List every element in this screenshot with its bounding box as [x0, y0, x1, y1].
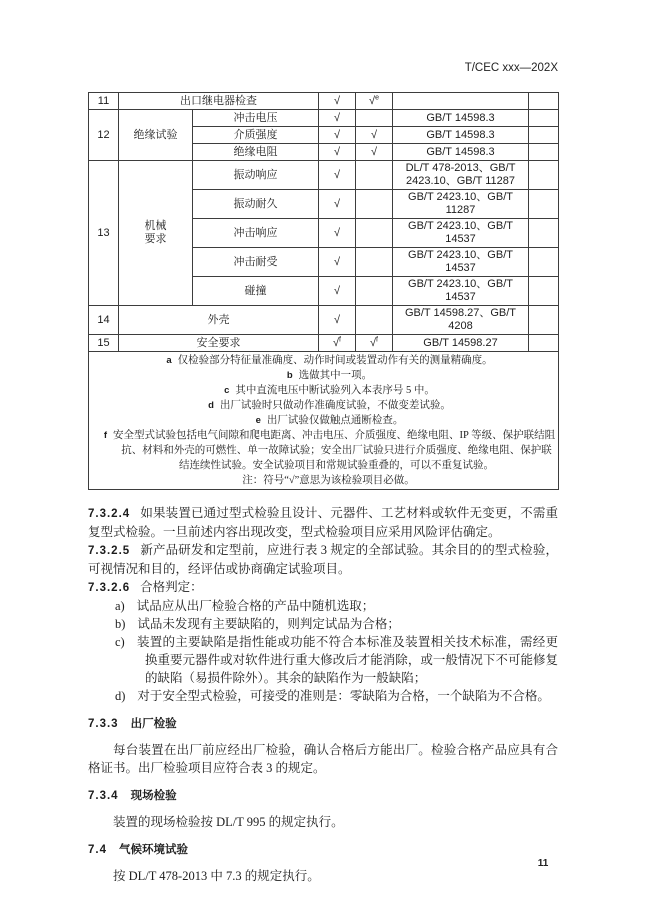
- factory-check-cell: √: [356, 144, 393, 161]
- clause-7-3-2-4: 7.3.2.4 如果装置已通过型式检验且设计、元器件、工艺材料或软件无变更，不需重复型式检验。一旦前述内容出现改变，型式检验项目应采用风险评估确定。: [88, 506, 558, 539]
- item-cell: 冲击电压: [193, 110, 319, 127]
- footnote-ref-f: f: [376, 335, 378, 343]
- footnote-ref-f: f: [339, 335, 341, 343]
- footnote-e: e 出厂试验仅做触点通断检查。: [255, 415, 404, 426]
- list-item-b: b) 试品未发现有主要缺陷的，则判定试品为合格；: [115, 617, 400, 631]
- standard-cell: GB/T 14598.3: [393, 144, 529, 161]
- empty-cell: [529, 93, 559, 110]
- type-check-cell: √: [319, 93, 356, 110]
- factory-check-cell: √$^f$: [356, 335, 393, 352]
- heading-7-3-4: 7.3.4 现场检验: [88, 790, 177, 802]
- type-check-cell: √: [319, 127, 356, 144]
- page-content: [88, 62, 558, 885]
- footnotes-cell: [89, 352, 559, 490]
- factory-check-cell: √: [356, 127, 393, 144]
- category-cell: 机械 要求: [119, 161, 193, 306]
- type-check-cell: √: [319, 144, 356, 161]
- row-number-cell: 14: [89, 306, 119, 335]
- type-check-cell: √: [319, 190, 356, 219]
- item-cell: 绝缘电阻: [193, 144, 319, 161]
- factory-check-cell: [356, 161, 393, 190]
- standard-cell: GB/T 2423.10、GB/T 14537: [393, 219, 529, 248]
- footnote-f: f 安全型式试验包括电气间隙和爬电距离、冲击电压、介质强度、绝缘电阻、IP 等级、保护联结阻抗、材料和外壳的可燃性、单一故障试验；安全出厂试验只进行介质强度、绝缘电阻、保护联结连续性试验。安全试验项目和常规试验重叠的，可以不重复试验。: [103, 430, 556, 471]
- table-row-12-1: [89, 110, 559, 127]
- type-check-cell: √$^f$: [319, 335, 356, 352]
- footnote-b: b 选做其中一项。: [286, 370, 373, 381]
- type-check-cell: √: [319, 161, 356, 190]
- factory-check-cell: [356, 306, 393, 335]
- factory-check-cell: [356, 110, 393, 127]
- row-number-cell: 15: [89, 335, 119, 352]
- footnote-a: a 仅检验部分特征量准确度、动作时间或装置动作有关的测量精确度。: [166, 355, 493, 366]
- page-number: 11: [537, 858, 549, 869]
- para-7-4: 按 DL/T 478-2013 中 7.3 的规定执行。: [113, 869, 320, 883]
- row-number-cell: 13: [89, 161, 119, 306]
- doc-number-header: T/CEC xxx—202X: [464, 62, 558, 74]
- standard-cell: GB/T 14598.3: [393, 127, 529, 144]
- empty-cell: [529, 277, 559, 306]
- body-text: [88, 504, 558, 885]
- para-7-3-3: 每台装置在出厂前应经出厂检验，确认合格后方能出厂。检验合格产品应具有合格证书。出厂检验项目应符合表 3 的规定。: [88, 743, 558, 775]
- item-cell: 冲击响应: [193, 219, 319, 248]
- row-number-cell: 12: [89, 110, 119, 161]
- standard-cell: GB/T 14598.3: [393, 110, 529, 127]
- empty-cell: [529, 219, 559, 248]
- factory-check-cell: √$^e$: [356, 93, 393, 110]
- factory-check-cell: [356, 277, 393, 306]
- standard-cell: GB/T 2423.10、GB/T 14537: [393, 248, 529, 277]
- list-item-d: d) 对于安全型式检验，可接受的准则是：零缺陷为合格，一个缺陷为不合格。: [115, 689, 550, 703]
- standard-cell: DL/T 478-2013、GB/T 2423.10、GB/T 11287: [393, 161, 529, 190]
- empty-cell: [529, 127, 559, 144]
- para-7-3-4: 装置的现场检验按 DL/T 995 的规定执行。: [113, 815, 344, 829]
- standard-cell: GB/T 14598.27、GB/T 4208: [393, 306, 529, 335]
- row-number-cell: 11: [89, 93, 119, 110]
- item-cell: 振动响应: [193, 161, 319, 190]
- clause-7-3-2-5: 7.3.2.5 新产品研发和定型前，应进行表 3 规定的全部试验。其余目的的型式检验，可视情况和目的，经评估或协商确定试验项目。: [88, 543, 558, 576]
- empty-cell: [529, 306, 559, 335]
- heading-7-4: 7.4 气候环境试验: [88, 844, 188, 856]
- category-cell: 绝缘试验: [119, 110, 193, 161]
- empty-cell: [529, 248, 559, 277]
- clause-7-3-2-6: 7.3.2.6 合格判定：: [88, 580, 203, 594]
- table-footnotes-row: [89, 352, 559, 490]
- empty-cell: [529, 335, 559, 352]
- type-check-cell: √: [319, 110, 356, 127]
- type-check-cell: √: [319, 306, 356, 335]
- footnote-d: d 出厂试验时只做动作准确度试验，不做变差试验。: [208, 400, 451, 411]
- table-row-13-1: [89, 161, 559, 190]
- table-row-14: [89, 306, 559, 335]
- item-cell: 出口继电器检查: [119, 93, 319, 110]
- item-cell: 冲击耐受: [193, 248, 319, 277]
- standard-cell: GB/T 2423.10、GB/T 14537: [393, 277, 529, 306]
- type-check-cell: √: [319, 248, 356, 277]
- standard-cell: GB/T 2423.10、GB/T 11287: [393, 190, 529, 219]
- item-cell: 外壳: [119, 306, 319, 335]
- factory-check-cell: [356, 248, 393, 277]
- empty-cell: [529, 144, 559, 161]
- factory-check-cell: [356, 190, 393, 219]
- test-items-table: [88, 92, 559, 490]
- list-item-a: a) 试品应从出厂检验合格的产品中随机选取；: [115, 599, 375, 613]
- empty-cell: [529, 161, 559, 190]
- empty-cell: [529, 190, 559, 219]
- footnote-c: c 其中直流电压中断试验列入本表序号 5 中。: [224, 385, 435, 396]
- table-note: 注：符号“√”意思为该检验项目必做。: [242, 475, 415, 486]
- table-row-15: [89, 335, 559, 352]
- standard-cell: GB/T 14598.27: [393, 335, 529, 352]
- type-check-cell: √: [319, 219, 356, 248]
- list-item-c: c) 装置的主要缺陷是指性能或功能不符合本标准及装置相关技术标准，需经更换重要元器件或对软件进行重大修改后才能消除，或一般情况下不可能修复的缺陷（易损件除外）。其余的缺陷作为一般缺陷；: [115, 635, 558, 685]
- item-cell: 安全要求: [119, 335, 319, 352]
- type-check-cell: √: [319, 277, 356, 306]
- empty-cell: [529, 110, 559, 127]
- heading-7-3-3: 7.3.3 出厂检验: [88, 718, 177, 730]
- item-cell: 振动耐久: [193, 190, 319, 219]
- table-row-11: [89, 93, 559, 110]
- item-cell: 介质强度: [193, 127, 319, 144]
- factory-check-cell: [356, 219, 393, 248]
- standard-cell: [393, 93, 529, 110]
- footnote-ref-e: e: [375, 93, 379, 101]
- item-cell: 碰撞: [193, 277, 319, 306]
